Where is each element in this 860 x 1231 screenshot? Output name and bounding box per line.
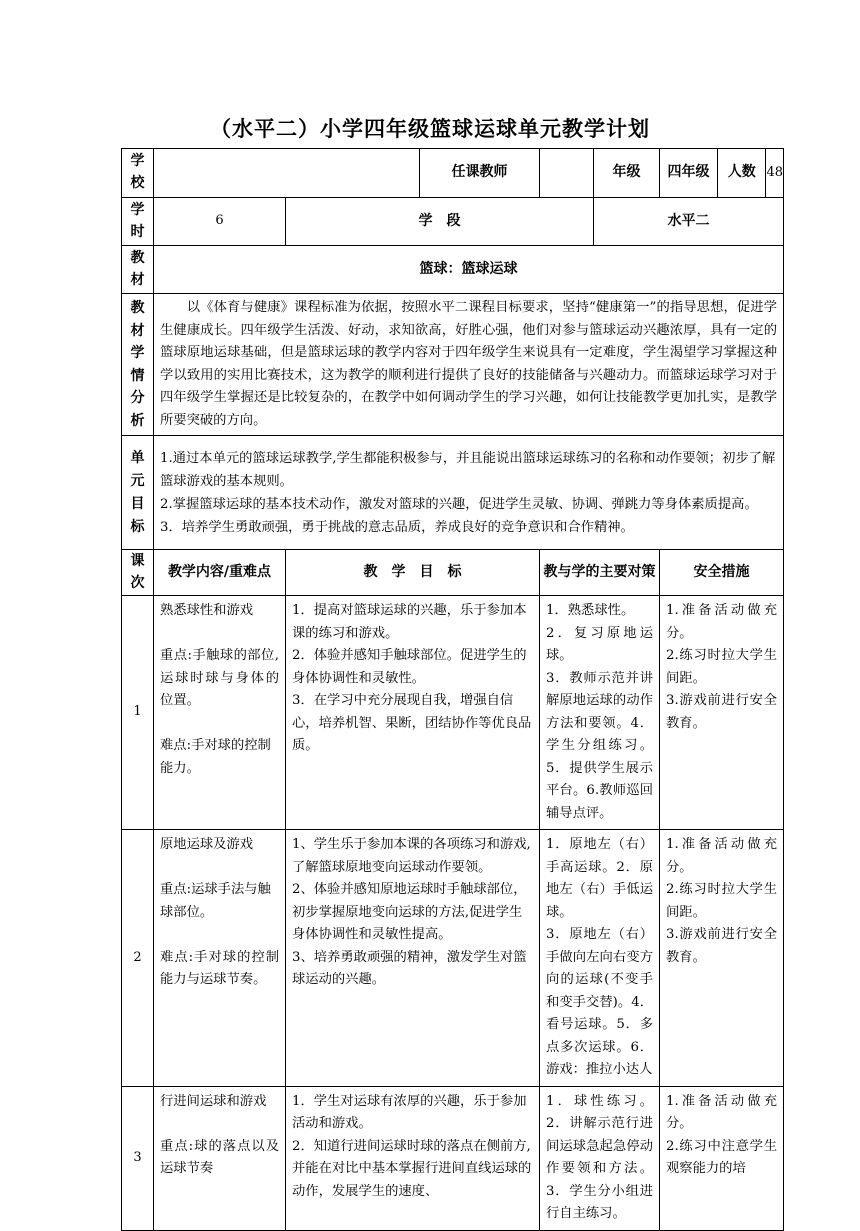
lesson-num: 2 — [122, 830, 154, 1087]
lesson-goals: 1．学生对运球有浓厚的兴趣，乐于参加活动和游戏。 2．知道行进间运球时球的落点在侧前方,并能在对比中基本掌握行进间直线运球的动作，发展学生的速度、 — [286, 1086, 540, 1230]
count-label: 人数 — [718, 149, 766, 197]
material-row — [122, 246, 784, 294]
lesson-row — [122, 1086, 784, 1230]
lesson-methods: 1．原地左（右）手高运球。2．原地左（右）手低运球。 3．原地左（右）手做向左向右变方向的运球(不变手和变手交替)。4．看号运球。5．多点多次运球。6．游戏：推拉小达人 — [540, 830, 660, 1087]
lesson-content-gap — [160, 623, 279, 646]
lesson-content-gap — [160, 713, 279, 736]
count-value: 48 — [766, 164, 783, 180]
unit-plan-table — [121, 148, 784, 1231]
school-label — [122, 149, 154, 198]
hours-value: 6 — [154, 198, 286, 246]
material-label-text: 教材 — [130, 249, 145, 288]
lesson-num-header — [122, 550, 154, 596]
lesson-content-gap — [160, 1113, 279, 1136]
teacher-value — [540, 149, 594, 198]
lesson-methods: 1．球性练习。2．讲解示范行进间运球急起急停动作要领和方法。3．学生分小组进行自主练习。 — [540, 1086, 660, 1230]
lesson-content — [154, 596, 286, 830]
analysis-text: 以《体育与健康》课程标准为依据，按照水平二课程目标要求，坚持“健康第一”的指导思想，促进学生健康成长。四年级学生活泼、好动，求知欲高，好胜心强，他们对参与篮球运动兴趣浓厚，具有一定的篮球原地运球基础，但是篮球运球的教学内容对于四年级学生来说具有一定难度，学生渴望学习掌握这种学以致用的实用比赛技术，这为教学的顺利进行提供了良好的技能储备与兴趣动力。而篮球运球学习对于四年级学生掌握还是比较复杂的，在教学中如何调动学生的学习兴趣，如何让技能教学更加扎实，是教学所要突破的方向。 — [154, 294, 784, 436]
lesson-content-line: 原地运球及游戏 — [160, 837, 254, 852]
goal-item-1: 1.通过本单元的篮球运球教学,学生都能积极参与，并且能说出篮球运球练习的名称和动作要领；初步了解篮球游戏的基本规则。 — [160, 450, 776, 489]
lesson-row — [122, 596, 784, 830]
analysis-label-text: 教材学情分析 — [130, 300, 145, 429]
analysis-label — [122, 294, 154, 436]
lesson-content — [154, 1086, 286, 1230]
lesson-content-line: 重点:运球手法与触球部位。 — [160, 882, 271, 920]
goals-list — [154, 436, 784, 550]
lesson-methods: 1．熟悉球性。 2．复习原地运球。 3．教师示范并讲解原地运球的动作方法和要领。4．学生分组练习。5．提供学生展示平台。6.教师巡回辅导点评。 — [540, 596, 660, 830]
lesson-row — [122, 830, 784, 1087]
lesson-num: 3 — [122, 1086, 154, 1230]
hours-label — [122, 198, 154, 246]
lesson-content-line: 重点:手触球的部位,运球时球与身体的位置。 — [160, 648, 279, 708]
lesson-safety: 1.准备活动做充分。 2.练习中注意学生观察能力的培 — [660, 1086, 784, 1230]
goals-label — [122, 436, 154, 550]
lesson-content-line: 难点:手对球的控制能力与运球节奏。 — [160, 949, 279, 987]
lesson-content-gap — [160, 924, 279, 947]
stage-label: 学 段 — [286, 198, 594, 246]
grade-label: 年级 — [594, 149, 660, 198]
lesson-header-row — [122, 550, 784, 596]
lesson-safety-header: 安全措施 — [660, 550, 784, 596]
page-title: （水平二）小学四年级篮球运球单元教学计划 — [210, 117, 650, 141]
school-label-text: 学校 — [130, 153, 145, 191]
lesson-goals: 1．提高对篮球运球的兴趣，乐于参加本课的练习和游戏。 2．体验并感知手触球部位。促进学生的身体协调性和灵敏性。 3．在学习中充分展现自我，增强自信心，培养机智、果断，团结协作等优良品质。 — [286, 596, 540, 830]
lesson-num-header-text: 课次 — [130, 552, 145, 591]
goal-item-3: 3．培养学生勇敢顽强，勇于挑战的意志品质，养成良好的竞争意识和合作精神。 — [160, 519, 634, 535]
count-cell — [718, 149, 784, 198]
lesson-safety: 1.准备活动做充分。 2.练习时拉大学生间距。 3.游戏前进行安全教育。 — [660, 596, 784, 830]
hours-label-text: 学时 — [130, 201, 145, 240]
school-row — [122, 149, 784, 198]
teacher-label: 任课教师 — [420, 149, 540, 198]
lesson-content-line: 重点:球的落点以及运球节奏 — [160, 1138, 279, 1176]
lesson-content-header: 教学内容/重难点 — [154, 550, 286, 596]
lesson-goals-header: 教 学 目 标 — [286, 550, 540, 596]
lesson-content-line: 熟悉球性和游戏 — [160, 603, 254, 618]
school-value — [154, 149, 420, 198]
grade-value: 四年级 — [660, 149, 718, 198]
lesson-content — [154, 830, 286, 1087]
lesson-safety: 1.准备活动做充分。 2.练习时拉大学生间距。 3.游戏前进行安全教育。 — [660, 830, 784, 1087]
goals-label-text: 单元目标 — [130, 449, 145, 535]
goal-item-2: 2.掌握篮球运球的基本技术动作，激发对篮球的兴趣，促进学生灵敏、协调、弹跳力等身体素质提高。 — [160, 496, 758, 512]
material-label — [122, 246, 154, 294]
lesson-content-line: 行进间运球和游戏 — [160, 1093, 267, 1109]
lesson-content-line: 难点:手对球的控制能力。 — [160, 738, 271, 776]
material-value: 篮球：篮球运球 — [154, 246, 784, 294]
lesson-goals: 1、学生乐于参加本课的各项练习和游戏,了解篮球原地变向运球动作要领。 2、体验并感知原地运球时手触球部位，初步掌握原地变向运球的方法,促进学生身体协调性和灵敏性提高。 3、培养勇敢顽强的精神，激发学生对篮球运动的兴趣。 — [286, 830, 540, 1087]
analysis-row — [122, 294, 784, 436]
lesson-methods-header: 教与学的主要对策 — [540, 550, 660, 596]
lesson-num: 1 — [122, 596, 154, 830]
hours-row — [122, 198, 784, 246]
lesson-content-gap — [160, 857, 279, 880]
goals-row — [122, 436, 784, 550]
stage-value: 水平二 — [594, 198, 784, 246]
